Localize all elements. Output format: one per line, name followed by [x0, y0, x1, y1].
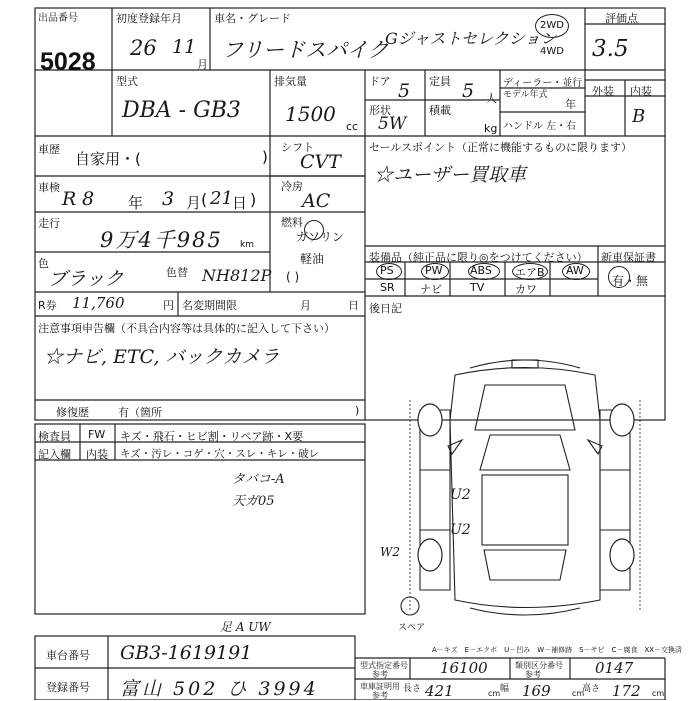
model-grade-label: 車名・グレード	[214, 12, 291, 25]
fuel-label: 燃料	[281, 216, 303, 229]
capacity-value: 5	[462, 80, 475, 102]
inspection-day: 21	[210, 188, 233, 209]
mark-w2: W2	[380, 545, 400, 559]
type-value: DBA - GB3	[122, 98, 241, 123]
inspector-note-2: 天ガ05	[232, 494, 275, 509]
name-change-month: 月	[300, 299, 311, 312]
equip-pw-circle	[421, 263, 449, 280]
spare-label: スペア	[398, 623, 426, 633]
sales-point-value: ☆ユーザー買取車	[374, 164, 527, 186]
doors-label: ドア	[369, 75, 391, 88]
inspection-day-close: )	[250, 190, 257, 209]
type-cert-value: 16100	[440, 659, 488, 677]
mileage-label: 走行	[38, 217, 60, 230]
inspector-note-3: 足 A UW	[220, 620, 271, 634]
first-reg-year: 26	[130, 36, 157, 60]
inspector-note-1: タバコ-A	[232, 472, 285, 487]
mileage-value: 9万4千985	[100, 228, 223, 252]
fw-label: FW	[88, 428, 106, 441]
warranty-value: 有・無	[612, 274, 649, 288]
color-label: 色	[38, 257, 49, 270]
dealer-label: ディーラー・並行	[503, 78, 583, 89]
class-sub: 参考	[525, 670, 541, 679]
capacity-label: 定員	[429, 75, 451, 88]
drive-2wd: 2WD	[540, 20, 564, 31]
first-reg-month: 11	[172, 36, 197, 58]
type-cert-sub: 参考	[372, 670, 388, 679]
equip-ps-circle	[376, 263, 402, 280]
notes-value: ☆ナビ, ETC, バックカメラ	[44, 346, 280, 368]
score-value: 3.5	[592, 36, 629, 62]
equip-airbag-circle	[512, 263, 548, 280]
exterior-label: 外装	[592, 85, 614, 98]
inspector-interior-label: 内装	[86, 448, 108, 461]
inspection-day-open: (	[201, 190, 208, 209]
doors-value: 5	[398, 80, 411, 102]
drive-2wd-circle	[535, 14, 569, 38]
inspection-month: 3	[162, 188, 175, 210]
equip-abs-circle	[468, 263, 500, 280]
width-unit: cm	[572, 689, 585, 698]
chassis-label: 車台番号	[46, 649, 90, 662]
mark-u2-bottom: U2	[450, 522, 471, 538]
name-change-day: 日	[348, 299, 359, 312]
length-sub: 参考	[372, 691, 388, 700]
shape-label: 形状	[369, 104, 391, 117]
equip-leather: カワ	[515, 283, 537, 296]
ac-value: AC	[302, 190, 331, 212]
equipment-label: 装備品（純正品に限り◎をつけてください）	[369, 251, 588, 264]
lot-label: 出品番号	[38, 13, 78, 24]
car-diagram	[401, 360, 630, 615]
history-label: 車歴	[38, 143, 60, 156]
equip-navi: ナビ	[420, 283, 442, 296]
fuel-gasoline: ガソリン	[296, 230, 345, 244]
repair-label: 修復歴	[56, 406, 89, 419]
displacement-label: 排気量	[274, 75, 307, 88]
lot-number: 5028	[40, 48, 96, 76]
equip-aw-circle	[562, 263, 590, 280]
model-year-label: モデル年式	[503, 90, 548, 100]
name-change-label: 名変期間限	[182, 299, 237, 312]
load-unit: kg	[484, 122, 498, 135]
repair-close: )	[355, 404, 360, 417]
inspection-label: 車検	[38, 181, 60, 194]
class-value: 0147	[595, 659, 634, 677]
legend: A－キズ E－エクボ U－凹み W－補修跡 S－サビ C－腐食 XX－交換済	[432, 646, 683, 654]
score-label: 評価点	[605, 12, 638, 25]
displacement-unit: cc	[346, 120, 359, 133]
inspector-label-1: 検査員	[38, 430, 71, 443]
handle-label: ハンドル 左・右	[503, 121, 577, 132]
equip-airbag: エアB	[515, 266, 545, 279]
inspection-year: 8	[82, 188, 95, 210]
load-label: 積載	[429, 104, 451, 117]
width-value: 169	[522, 682, 551, 700]
inspection-era: R	[62, 188, 77, 210]
first-reg-month-unit: 月	[197, 58, 208, 71]
fuel-other: ( )	[286, 270, 300, 284]
recycle-label: R券	[38, 299, 57, 312]
equip-abs: ABS	[470, 264, 492, 277]
length-unit: cm	[488, 689, 501, 698]
length-title: 長さ	[403, 684, 422, 694]
shift-value: CVT	[300, 151, 341, 173]
shape-value: 5W	[378, 114, 407, 134]
first-reg-label: 初度登録年月	[116, 12, 182, 25]
color-code-label: 色替	[166, 266, 188, 279]
fw-text: キズ・飛石・ヒビ割・リペア跡・X要	[120, 430, 304, 443]
recycle-value: 11,760	[72, 294, 125, 312]
color-code-value: NH812P	[202, 266, 272, 285]
type-cert-label: 型式指定番号	[360, 661, 408, 670]
inspector-label-2: 記入欄	[38, 448, 71, 461]
notes-label: 注意事項申告欄（不具合内容等は具体的に記入して下さい）	[38, 322, 335, 335]
equip-pw: PW	[425, 264, 443, 277]
height-unit: cm	[652, 689, 665, 698]
history-value: 自家用・(	[75, 150, 141, 168]
warranty-circle	[608, 266, 630, 288]
equip-aw: AW	[566, 264, 584, 277]
inspection-day-unit: 日	[232, 194, 248, 212]
after-label: 後日記	[369, 302, 402, 315]
equip-ps: PS	[380, 264, 394, 277]
class-label: 類別区分番号	[515, 661, 563, 670]
equip-tv: TV	[470, 281, 485, 294]
chassis-value: GB3-1619191	[120, 642, 253, 664]
interior-label: 内装	[630, 85, 652, 98]
warranty-label: 新車保証書	[601, 251, 656, 264]
color-value: ブラック	[48, 268, 124, 290]
fuel-gasoline-circle	[304, 220, 324, 240]
history-paren: )	[262, 148, 268, 166]
ac-label: 冷房	[281, 180, 303, 193]
inspection-month-unit: 月	[186, 194, 202, 212]
registration-value: 富山 502 ひ 3994	[120, 678, 319, 700]
length-value: 421	[425, 682, 454, 700]
displacement-value: 1500	[285, 102, 336, 126]
height-title: 高さ	[582, 684, 601, 694]
width-title: 幅	[500, 684, 510, 694]
shift-label: シフト	[281, 141, 314, 154]
interior-score: B	[632, 106, 646, 127]
mark-u2-top: U2	[450, 487, 471, 503]
equip-sr: SR	[380, 281, 395, 294]
sales-point-label: セールスポイント（正常に機能するものに限ります）	[369, 141, 633, 154]
model-year-unit: 年	[565, 98, 576, 111]
length-label: 車庫証明用	[360, 682, 400, 691]
inspector-interior-text: キズ・汚レ・コゲ・穴・スレ・キレ・破レ	[120, 448, 320, 460]
recycle-unit: 円	[163, 299, 174, 312]
fuel-diesel: 軽油	[300, 252, 325, 266]
type-label: 型式	[116, 75, 138, 88]
height-value: 172	[612, 682, 641, 700]
grade: Gジャストセレクション	[385, 29, 557, 48]
registration-label: 登録番号	[46, 681, 90, 694]
drive-4wd: 4WD	[540, 46, 564, 57]
inspection-year-unit: 年	[128, 194, 144, 212]
mileage-unit: km	[240, 240, 254, 250]
repair-value: 有（箇所	[118, 406, 162, 419]
model-name: フリードスパイク	[222, 38, 389, 62]
capacity-unit: 人	[486, 92, 497, 105]
